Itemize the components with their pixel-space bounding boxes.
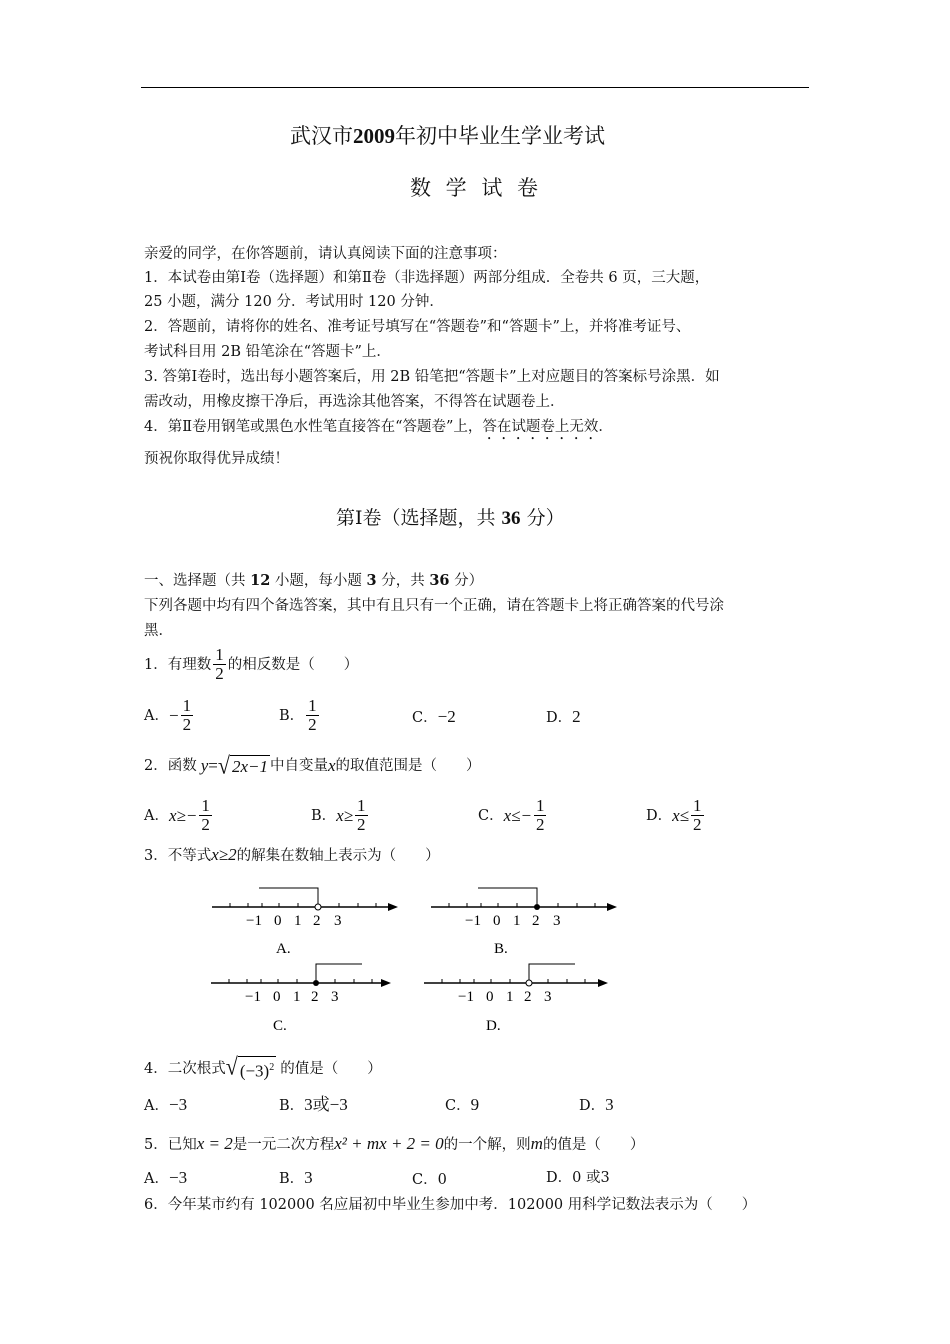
solution-ray [478, 888, 537, 904]
tick-label: 1 [293, 989, 301, 1005]
axis-arrow [388, 903, 398, 911]
tick-label: 0 [273, 989, 281, 1005]
title-city: 武汉市 [290, 124, 353, 148]
tick-label: 3 [544, 989, 552, 1005]
q5-b-value: 3 [304, 1168, 313, 1187]
title-text: 年初中毕业生学业考试 [395, 124, 605, 148]
number-line-d[interactable] [424, 964, 608, 1034]
q5-option-a[interactable] [144, 1168, 187, 1189]
part-pre: 一、选择题（共 [144, 573, 251, 589]
tick-label: 1 [513, 913, 521, 929]
notice-wish: 预祝你取得优异成绩！ [144, 451, 289, 467]
q4-radical [225, 1052, 277, 1082]
notice-item-2a: 2．答题前，请将你的姓名、准考证号填写在“答题卷”和“答题卡”上，并将准考证号、 [144, 319, 691, 335]
q3-stem-end: 的解集在数轴上表示为（ ） [236, 848, 440, 864]
q1-b-num: 1 [308, 696, 317, 715]
closed-dot [534, 904, 540, 910]
q5-c-value: 0 [437, 1172, 447, 1188]
tick-label: 2 [311, 989, 319, 1005]
q2-c-num: 1 [535, 796, 545, 815]
notice-item-4-emphasis: 答在试题卷上无效 [482, 419, 599, 435]
number-line-c[interactable] [211, 964, 391, 1034]
q5-d-label: D． [546, 1170, 573, 1186]
q4-stem-end: 的值是（ ） [280, 1060, 382, 1077]
q2-d-label: D． [646, 807, 673, 824]
instructions-a: 下列各题中均有四个备选答案，其中有且只有一个正确，请在答题卡上将正确答案的代号涂 [144, 598, 724, 614]
q1-stem-end: 的相反数是（ ） [227, 656, 359, 673]
notice-item-1b: 25 小题，满分 120 分．考试用时 120 分钟． [144, 294, 444, 310]
q5-a-value: −3 [168, 1168, 188, 1187]
q2-b-expr: x≥ [336, 805, 354, 825]
part-count: 12 [250, 572, 271, 589]
tick-label: 1 [506, 989, 514, 1005]
axis-arrow [607, 903, 617, 911]
q1-a-label: A． [144, 707, 169, 724]
option-label-c: C. [273, 1018, 287, 1034]
tick-label: −1 [246, 913, 262, 929]
q4-d-label: D． [579, 1098, 606, 1114]
q2-a-label: A． [144, 807, 169, 824]
part-post: 分） [449, 573, 484, 589]
tick-label: −1 [465, 913, 481, 929]
solution-ray [529, 964, 575, 980]
tick-label: −1 [245, 989, 261, 1005]
question-5 [144, 1134, 644, 1155]
q1-a-den: 2 [182, 715, 192, 734]
q1-a-num: 1 [182, 696, 192, 715]
q2-b-label: B． [311, 807, 337, 824]
q1-num: 1 [215, 645, 224, 664]
q1-b-den: 2 [308, 715, 317, 734]
tick-label: 2 [532, 913, 540, 929]
q5-b-label: B． [279, 1171, 305, 1187]
section-heading-score: 36 [501, 508, 521, 529]
q5-a-label: A． [144, 1171, 169, 1187]
part-total: 36 [429, 572, 450, 589]
q1-d-label: D． [546, 710, 573, 726]
q4-d-value: 3 [605, 1095, 614, 1114]
q2-c-label: C． [478, 807, 504, 824]
q2-a-den: 2 [201, 815, 210, 834]
q2-mid: 中自变量 [269, 758, 328, 774]
q2-c-expr: x≤− [503, 805, 532, 825]
q4-a-value: −3 [168, 1095, 188, 1114]
question-6: 6．今年某市约有 102000 名应届初中毕业生参加中考．102000 用科学记数法表示为（ ） [144, 1197, 757, 1213]
q4-stem: 4．二次根式 [144, 1060, 226, 1077]
solution-ray [259, 888, 318, 904]
number-line-b[interactable] [431, 888, 617, 957]
solution-ray [316, 964, 362, 980]
q5-option-d[interactable] [546, 1168, 610, 1188]
sqrt-sign: √ [225, 1052, 238, 1081]
q4-b-label: B． [279, 1098, 305, 1114]
tick-label: 3 [334, 913, 342, 929]
q4-option-c[interactable] [445, 1095, 479, 1116]
sqrt-sign: √ [217, 751, 230, 780]
q5-mid: 是一元二次方程 [232, 1137, 335, 1153]
q1-c-label: C． [412, 710, 438, 726]
q2-radicand: 2x−1 [231, 757, 268, 776]
tick-label: 0 [274, 913, 282, 929]
q4-option-d[interactable] [579, 1095, 614, 1116]
notice-item-3b: 需改动，用橡皮擦干净后，再选涂其他答案，不得答在试题卷上． [144, 394, 565, 410]
q2-stem: 2．函数 [144, 758, 197, 774]
q5-stem: 5．已知 [144, 1137, 197, 1153]
part-mid1: 小题，每小题 [270, 573, 367, 589]
instructions-b: 黑． [144, 623, 173, 639]
q2-stem-end: 的取值范围是（ ） [335, 758, 481, 774]
q2-d-expr: x≤ [672, 805, 690, 825]
tick-label: 2 [313, 913, 321, 929]
notice-item-4-text: 4．第Ⅱ卷用钢笔或黑色水性笔直接答在“答题卷”上， [144, 419, 483, 435]
notice-item-1a: 1．本试卷由第Ⅰ卷（选择题）和第Ⅱ卷（非选择题）两部分组成．全卷共 6 页，三大题， [144, 270, 710, 286]
closed-dot [313, 980, 319, 986]
q2-b-num: 1 [357, 796, 366, 815]
q2-c-den: 2 [535, 815, 545, 834]
q4-option-a[interactable] [144, 1095, 187, 1116]
tick-label: 0 [486, 989, 494, 1005]
q1-stem: 1．有理数 [144, 656, 212, 673]
q1-d-value: 2 [572, 707, 581, 726]
q2-a-num: 1 [201, 796, 210, 815]
title-year: 2009 [353, 124, 395, 148]
q4-option-b[interactable] [279, 1095, 348, 1116]
q5-mid2: 的一个解，则 [443, 1137, 531, 1153]
q1-c-value: −2 [437, 707, 456, 726]
q5-equation: x² + mx + 2 = 0 [334, 1134, 444, 1153]
axis-arrow [598, 979, 608, 987]
q2-a-expr: x≥− [168, 805, 198, 825]
q5-c-label: C． [412, 1172, 438, 1188]
q4-radicand [238, 1056, 276, 1082]
q2-eq: = [208, 756, 218, 775]
option-label-d: D. [486, 1018, 501, 1034]
notice-item-3a: 3. 答第Ⅰ卷时，选出每小题答案后，用 2B 铅笔把“答题卡”上对应题目的答案标号涂黑．如 [144, 369, 720, 385]
q5-condition: x = 2 [196, 1134, 233, 1153]
q2-x: x [327, 756, 336, 775]
q5-m: m [530, 1134, 543, 1153]
number-line-a[interactable] [212, 888, 398, 957]
question-4 [144, 1052, 382, 1082]
q4-radicand-base: (−3) [239, 1061, 270, 1081]
q3-stem: 3．不等式 [144, 848, 212, 864]
q5-stem-end: 的值是（ ） [542, 1137, 645, 1153]
q1-b-label: B． [279, 707, 305, 724]
section-heading-post: 分） [520, 507, 565, 529]
tick-label: 2 [524, 989, 532, 1005]
q1-den: 2 [215, 664, 224, 683]
notice-item-2b: 考试科目用 2B 铅笔涂在“答题卡”上． [144, 344, 391, 360]
open-dot [526, 980, 532, 986]
q2-d-den: 2 [693, 815, 702, 834]
part-mid2: 分，共 [376, 573, 430, 589]
part-each: 3 [366, 572, 377, 589]
axis-arrow [381, 979, 391, 987]
tick-label: −1 [458, 989, 474, 1005]
option-label-a: A. [276, 941, 291, 957]
exam-subtitle: 数 学 试 卷 [410, 176, 543, 200]
q5-d-value: 0 或3 [572, 1170, 610, 1186]
q4-c-label: C． [445, 1098, 471, 1114]
q4-c-value: 9 [470, 1095, 480, 1114]
q3-expr: x≥2 [211, 845, 237, 864]
q5-option-c[interactable] [412, 1170, 447, 1190]
q4-b-value: 3或−3 [304, 1095, 348, 1114]
section-heading-pre: 第Ⅰ卷（选择题，共 [336, 507, 502, 529]
q2-y: y [200, 756, 209, 775]
q1-a-sign: − [168, 705, 179, 725]
q2-d-num: 1 [693, 796, 702, 815]
q5-option-b[interactable] [279, 1168, 313, 1189]
tick-label: 3 [553, 913, 561, 929]
tick-label: 1 [294, 913, 302, 929]
open-dot [315, 904, 321, 910]
q4-exponent: 2 [269, 1062, 275, 1073]
tick-label: 3 [331, 989, 339, 1005]
q2-b-den: 2 [357, 815, 366, 834]
tick-label: 0 [493, 913, 501, 929]
q4-a-label: A． [144, 1098, 169, 1114]
notice-intro: 亲爱的同学，在你答题前，请认真阅读下面的注意事项： [144, 246, 507, 262]
option-label-b: B. [494, 941, 508, 957]
notice-item-4-end: ． [598, 419, 613, 435]
